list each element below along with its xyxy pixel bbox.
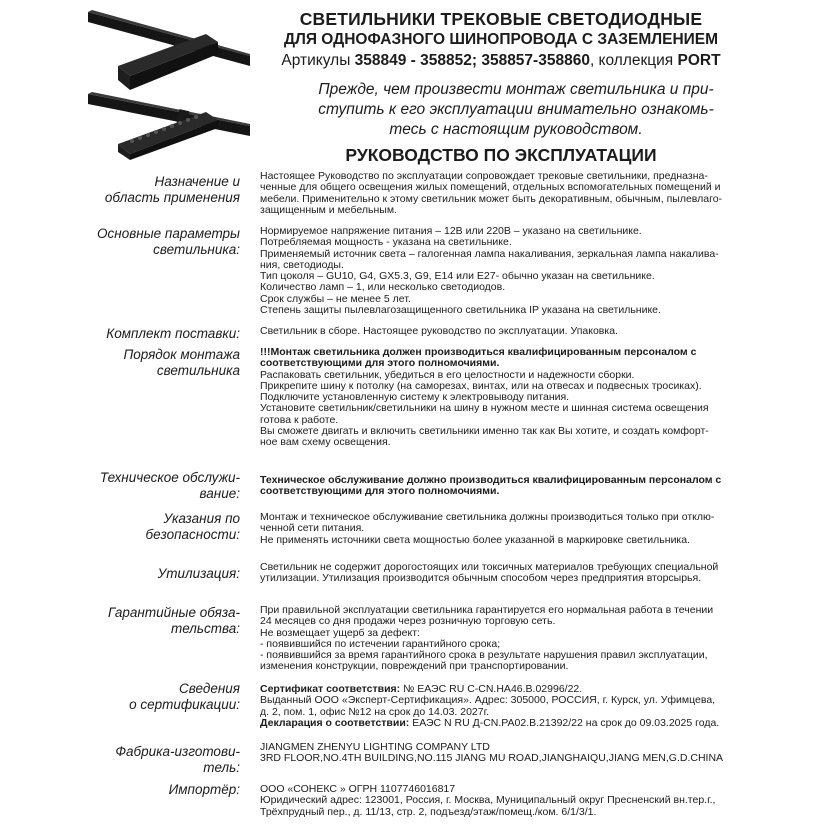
content-line: ченные для общего освещения жилых помещений, отдельных вспомогательных помещений и	[260, 181, 721, 194]
content-line: ООО «СОНЕКС » ОГРН 1107746016817	[260, 783, 456, 795]
section-label	[60, 470, 240, 502]
section-label-line: Гарантийные обяза-	[107, 605, 240, 620]
section-label-line: Фабрика-изготови-	[115, 744, 240, 759]
section-label	[60, 326, 240, 342]
content-line: Юридический адрес: 123001, Россия, г. Москва, Муниципальный округ Пресненский вн.тер.г.,	[260, 794, 716, 807]
content-line: - появившийся за время гарантийного срока в результате нарушения правил эксплуатации,	[260, 649, 708, 662]
section-content	[260, 605, 740, 673]
content-line: Подключите установленную систему к электровыводу питания.	[260, 391, 570, 404]
content-line: защищенным и мебельным.	[260, 203, 397, 216]
content-line: Нормируемое напряжение питания – 12В или 220В – указано на светильнике.	[260, 225, 642, 237]
section-label-line: Комплект поставки:	[106, 326, 240, 341]
section-content	[260, 347, 740, 449]
section-label-line: тельства:	[170, 621, 240, 636]
content-line: Применяемый источник света – галогенная лампа накаливания, зеркальная лампа накалива-	[260, 247, 719, 260]
section-label-line: Порядок монтажа	[123, 347, 240, 362]
section-label-line: область применения	[104, 190, 240, 205]
content-line	[260, 718, 740, 729]
content-line: ченной сети питания.	[260, 522, 365, 535]
content-line: Монтаж и техническое обслуживание светильника должны производиться только при отклю-	[260, 511, 715, 523]
content-line: д. 2, пом. 1, офис №12 на срок до 14.03. 2027г.	[260, 705, 490, 718]
content-line: изменения конструкции, повреждений при транспортировании.	[260, 660, 569, 673]
section-label	[60, 174, 240, 206]
product-title: СВЕТИЛЬНИКИ ТРЕКОВЫЕ СВЕТОДИОДНЫЕ	[299, 9, 703, 29]
content-line: Настоящее Руководство по эксплуатации сопровождает трековые светильники, предназна-	[260, 170, 708, 182]
track-lights-photo	[88, 8, 250, 160]
section-label	[60, 347, 240, 379]
content-line: При правильной эксплуатации светильника гарантируется его нормальная работа в течении	[260, 604, 714, 616]
content-line: Потребляемая мощность - указана на светильнике.	[260, 236, 512, 249]
content-line: соответствующими для этого полномочиями.	[260, 485, 500, 498]
section-content	[260, 562, 740, 585]
section-label-line: безопасности:	[145, 527, 240, 542]
section-label-line: светильника:	[153, 242, 240, 257]
content-line: 24 месяцев со дня продажи через розничную торговую сеть.	[260, 615, 556, 628]
content-line: Светильник не содержит дорогостоящих или токсичных материалов требующих специальной	[260, 561, 719, 573]
section-content	[260, 684, 740, 729]
bold-prefix: Декларация о соответствии:	[260, 716, 410, 729]
section-label	[60, 605, 240, 637]
content-line: мебели. Применительно к этому светильник может быть декоративным, обычным, пылевлаго-	[260, 192, 723, 205]
content-line: готова к работе.	[260, 413, 339, 426]
content-line: утилизации. Утилизация производится обычным способом через предприятия вторсырья.	[260, 572, 702, 585]
content-line: Трёхпрудный пер., д. 11/13, стр. 2, подъезд/этаж/помещ./ком. 6/1/3/1.	[260, 805, 597, 818]
content-line: ния, светодиоды.	[260, 258, 344, 271]
content-line: Срок службы – не менее 5 лет.	[260, 292, 411, 305]
content-line: Прикрепите шину к потолку (на саморезах, винтах, или на отвесах и подвесных тросиках).	[260, 379, 702, 392]
line-text: ЕАЭС N RU Д-CN.PA02.B.21392/22 на срок до 09.03.2025 года.	[409, 716, 720, 729]
content-line: Техническое обслуживание должно производиться квалифицированным персоналом с	[260, 474, 722, 486]
section-label	[60, 226, 240, 258]
section-label	[60, 566, 240, 582]
content-line: Светильник в сборе. Настоящее руководство по эксплуатации. Упаковка.	[260, 325, 618, 337]
section-label-line: вание:	[199, 486, 240, 501]
content-line: Не возмещает ущерб за дефект:	[260, 626, 420, 639]
section-label-line: Сведения	[179, 681, 240, 696]
section-content	[260, 226, 740, 316]
document-header	[0, 0, 834, 170]
section-label-line: Основные параметры	[97, 226, 240, 241]
section-label	[60, 681, 240, 713]
content-line: ное вам схему освещения.	[260, 436, 391, 449]
section-content	[260, 512, 740, 546]
manual-title: РУКОВОДСТВО ПО ЭКСПЛУАТАЦИИ	[345, 145, 657, 165]
section-label-line: тель:	[203, 760, 240, 775]
section-content	[260, 171, 740, 216]
content-line: Выданный ООО «Эксперт-Сертификация». Адрес: 305000, РОССИЯ, г. Курск, ул. Уфимцева,	[260, 694, 716, 707]
section-label	[60, 782, 240, 798]
content-line: Степень защиты пылевлагозащищенного светильника IP указана на светильнике.	[260, 304, 661, 317]
content-line: Количество ламп – 1, или несколько светодиодов.	[260, 281, 506, 294]
section-label	[60, 511, 240, 543]
section-label-line: Утилизация:	[157, 566, 240, 581]
content-line: Распаковать светильник, убедиться в его целостности и надежности сборки.	[260, 368, 635, 381]
section-content	[260, 475, 740, 498]
section-label-line: Указания по	[163, 511, 240, 526]
content-line: Тип цоколя – GU10, G4, GX5.3, G9, E14 или Е27- обычно указан на светильнике.	[260, 270, 655, 283]
content-line: JIANGMEN ZHENYU LIGHTING COMPANY LTD	[260, 741, 490, 753]
article-numbers: Артикулы 358849 - 358852; 358857-358860, коллекция PORT	[281, 52, 721, 69]
section-label-line: Назначение и	[154, 174, 240, 189]
content-line: Не применять источники света мощностью более указанной в маркировке светильника.	[260, 533, 691, 546]
content-line: Установите светильник/светильники на шину в нужном месте и шинная система освещения	[260, 402, 709, 415]
section-label-line: о сертификации:	[129, 697, 240, 712]
section-content	[260, 326, 740, 337]
content-line: 3RD FLOOR,NO.4TH BUILDING,NO.115 JIANG MU ROAD,JIANGHAIQU,JIANG MEN,G.D.CHINA	[260, 752, 724, 765]
product-subtitle: ДЛЯ ОДНОФАЗНОГО ШИНОПРОВОДА С ЗАЗЕМЛЕНИЕМ	[283, 31, 719, 48]
section-label-line: Техническое обслужи-	[99, 470, 240, 485]
line-text: № ЕАЭС RU C-CN.НА46.В.02996/22.	[400, 683, 583, 695]
section-label-line: Импортёр:	[168, 782, 240, 797]
section-label	[60, 744, 240, 776]
content-line: Вы сможете двигать и включить светильники именно так как Вы хотите, и создать комфорт-	[260, 425, 709, 438]
content-line: соответствующими для этого полномочиями.	[260, 357, 500, 370]
content-line: - появившийся по истечении гарантийного срока;	[260, 637, 501, 650]
bold-prefix: Сертификат соответствия:	[260, 683, 401, 695]
warning-notice: Прежде, чем произвести монтаж светильника и при- ступить к его эксплуатации внимательно ознакомь- тесь с настоящим руководством.	[318, 81, 714, 138]
section-content	[260, 784, 740, 818]
content-line: !!!Монтаж светильника должен производиться квалифицированным персоналом с	[260, 346, 697, 358]
section-label-line: светильника	[156, 363, 240, 378]
section-content	[260, 742, 740, 765]
